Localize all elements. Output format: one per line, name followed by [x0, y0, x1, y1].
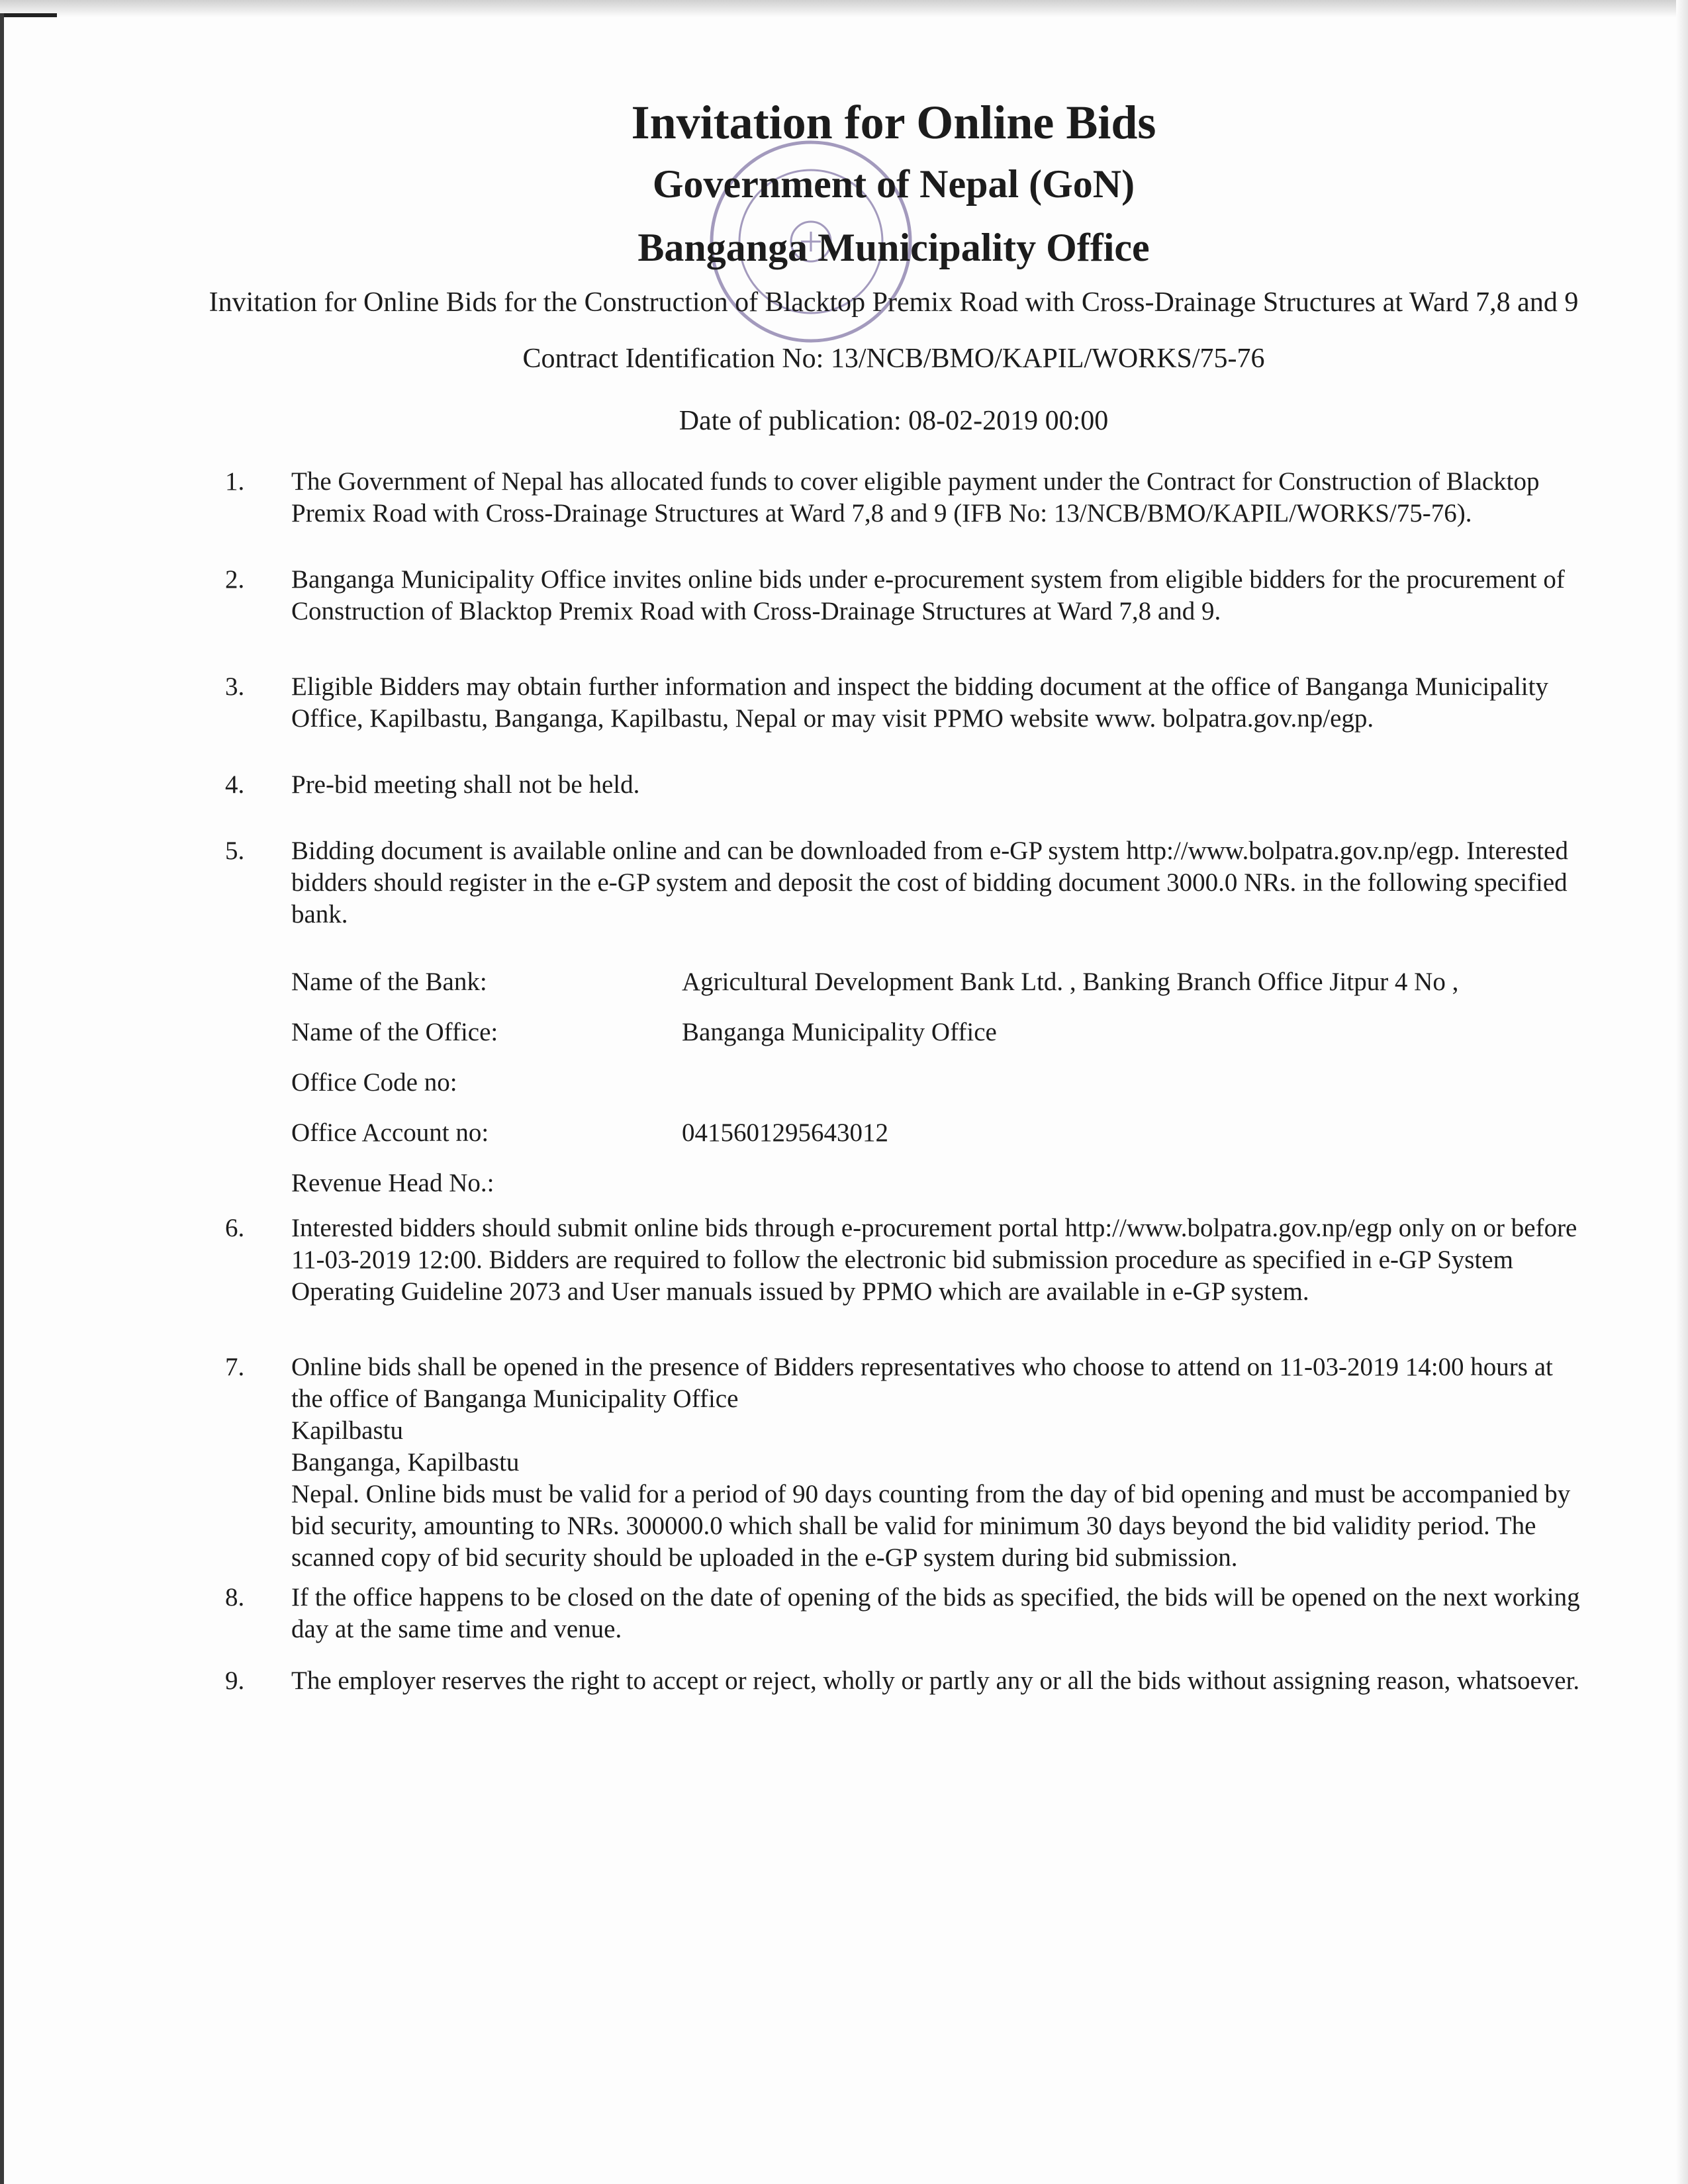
- bank-row-label: Name of the Office:: [291, 1018, 498, 1046]
- clause-number: 4.: [225, 770, 245, 799]
- clause-number: 3.: [225, 672, 245, 701]
- clause-item: [199, 671, 1589, 735]
- bank-row-label: Revenue Head No.:: [291, 1169, 494, 1197]
- clause-text: The Government of Nepal has allocated funds to cover eligible payment under the Contract for Construction of Blacktop Premix Road with Cross-Drainage Structures at Ward 7,8 and 9 (IFB No: 13/NCB/BMO/KAPIL/WORKS/75-76).: [291, 467, 1540, 527]
- document-title: Invitation for Online Bids: [631, 96, 1156, 149]
- clause-number: 6.: [225, 1214, 245, 1242]
- bank-row: [291, 1007, 1589, 1058]
- clause-number: 5.: [225, 837, 245, 865]
- bank-row: [291, 1158, 1589, 1208]
- clause-item: [199, 835, 1589, 1208]
- bank-row-value: Agricultural Development Bank Ltd. , Banking Branch Office Jitpur 4 No ,: [682, 968, 1459, 996]
- clause-item: [199, 769, 1589, 801]
- clause-number: 1.: [225, 467, 245, 496]
- bank-row-label: Office Account no:: [291, 1118, 489, 1147]
- clause-text: Online bids shall be opened in the presence of Bidders representatives who choose to attend on 11-03-2019 14:00 hours at the office of Banganga Municipality Office: [291, 1353, 1553, 1413]
- office-name: Banganga Municipality Office: [637, 226, 1150, 269]
- clause-item: [199, 564, 1589, 627]
- clause-item: [199, 1212, 1589, 1308]
- bank-row: [291, 1108, 1589, 1158]
- clause-number: 9.: [225, 1666, 245, 1695]
- clause-text: Banganga Municipality Office invites online bids under e-procurement system from eligible bidders for the procurement of Construction of Blacktop Premix Road with Cross-Drainage Structures at Ward 7,8 and 9.: [291, 565, 1565, 625]
- scan-edge-right: [1676, 0, 1688, 2184]
- bank-row-value: Banganga Municipality Office: [682, 1018, 997, 1046]
- clause-item: [199, 1582, 1589, 1645]
- clause-text: If the office happens to be closed on the date of opening of the bids as specified, the bids will be opened on the next working day at the same time and venue.: [291, 1583, 1580, 1643]
- clause-item: [199, 466, 1589, 529]
- clause-text: Pre-bid meeting shall not be held.: [291, 770, 640, 799]
- publication-date: Date of publication: 08-02-2019 00:00: [679, 406, 1109, 436]
- clause-item: [199, 1665, 1589, 1697]
- clause-text: The employer reserves the right to accept or reject, wholly or partly any or all the bids without assigning reason, whatsoever.: [291, 1666, 1580, 1695]
- bank-row-label: Office Code no:: [291, 1068, 457, 1097]
- scan-edge-left: [0, 13, 4, 2184]
- clause-number: 8.: [225, 1583, 245, 1612]
- invitation-intro: Invitation for Online Bids for the Construction of Blacktop Premix Road with Cross-Drainage Structures at Ward 7,8 and 9: [209, 287, 1579, 318]
- clause-number: 2.: [225, 565, 245, 594]
- bank-row: [291, 957, 1589, 1007]
- government-name: Government of Nepal (GoN): [652, 162, 1135, 206]
- clause-text: Banganga, Kapilbastu: [291, 1448, 520, 1477]
- clause-text: Interested bidders should submit online bids through e-procurement portal http://www.bolpatra.gov.np/egp only on or before 11-03-2019 12:00. Bidders are required to follow the electronic bid submission procedure as specified in e-GP System Operating Guideline 2073 and User manuals issued by PPMO which are available in e-GP system.: [291, 1214, 1577, 1306]
- clause-item: [199, 1351, 1589, 1574]
- document-header: [199, 93, 1589, 437]
- bank-row: [291, 1058, 1589, 1108]
- bank-row-value: 0415601295643012: [682, 1118, 888, 1147]
- clause-list: [199, 466, 1589, 1697]
- clause-text: Bidding document is available online and can be downloaded from e-GP system http://www.bolpatra.gov.np/egp. Interested bidders should register in the e-GP system and deposit the cost of bidding document 3000.0 NRs. in the following specified bank.: [291, 837, 1568, 929]
- clause-text: Kapilbastu: [291, 1416, 403, 1445]
- clause-number: 7.: [225, 1353, 245, 1381]
- bank-row-label: Name of the Bank:: [291, 968, 487, 996]
- contract-identification: Contract Identification No: 13/NCB/BMO/KAPIL/WORKS/75-76: [522, 343, 1265, 374]
- scan-edge-top: [0, 0, 1688, 17]
- scan-mark: [0, 13, 57, 17]
- bank-details-table: [291, 957, 1589, 1208]
- document-page: [199, 93, 1589, 1697]
- clause-text: Nepal. Online bids must be valid for a period of 90 days counting from the day of bid opening and must be accompanied by bid security, amounting to NRs. 300000.0 which shall be valid for minimum 30 days beyond the bid validity period. The scanned copy of bid security should be uploaded in the e-GP system during bid submission.: [291, 1480, 1571, 1572]
- clause-text: Eligible Bidders may obtain further information and inspect the bidding document at the office of Banganga Municipality Office, Kapilbastu, Banganga, Kapilbastu, Nepal or may visit PPMO website www. bolpatra.gov.np/egp.: [291, 672, 1548, 733]
